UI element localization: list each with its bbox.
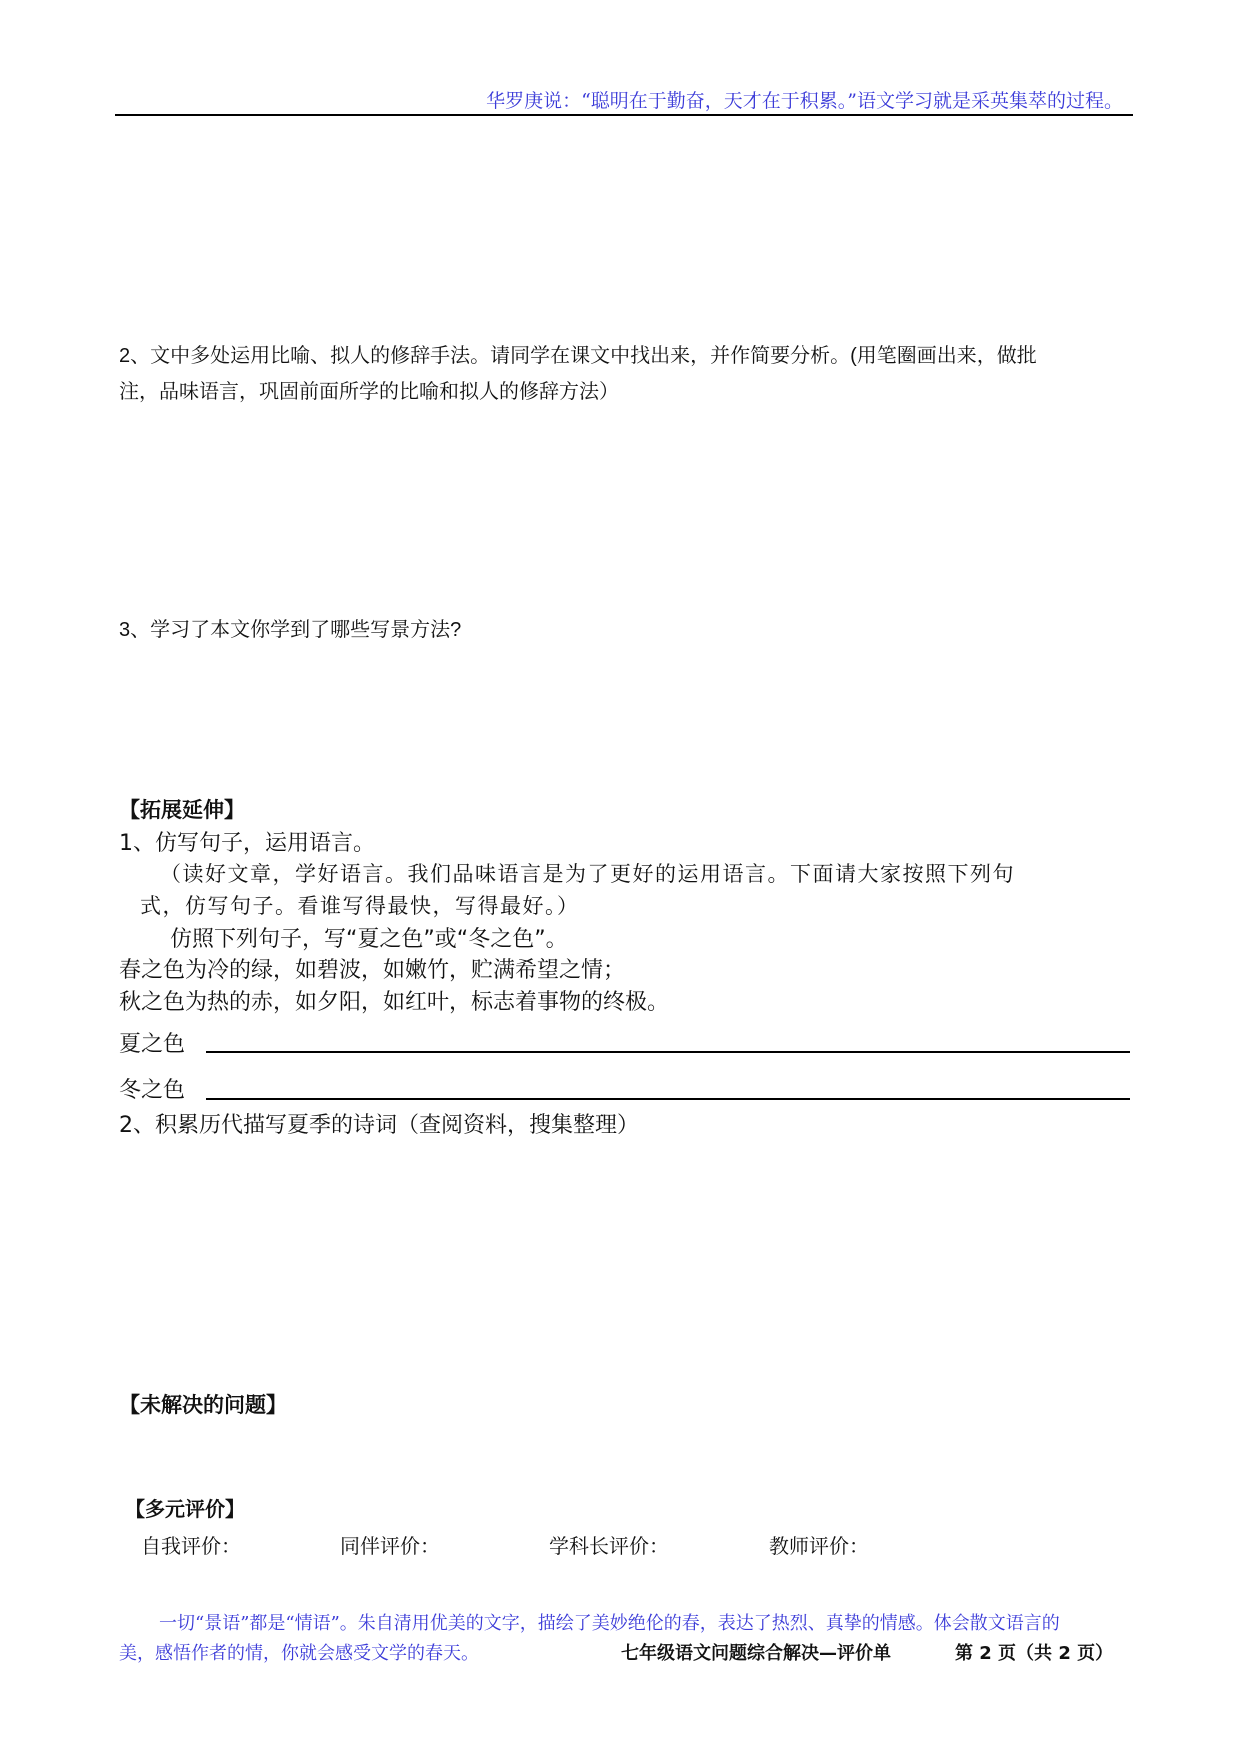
peer-evaluation-label: 同伴评价： xyxy=(340,1534,440,1558)
extension-note-line-2: 式，仿写句子。看谁写得最快，写得最好。） xyxy=(140,894,580,918)
self-evaluation-label: 自我评价： xyxy=(141,1534,241,1558)
document-title: 七年级语文问题综合解决—评价单 xyxy=(621,1643,891,1664)
page-number: 第 2 页（共 2 页） xyxy=(955,1643,1114,1664)
extension-item-1: 1、仿写句子，运用语言。 xyxy=(119,831,375,856)
extension-instruction: 仿照下列句子，写“夏之色”或“冬之色”。 xyxy=(170,927,568,952)
summer-answer-line[interactable] xyxy=(206,1051,1130,1053)
question-3: 3、学习了本文你学到了哪些写景方法? xyxy=(119,619,462,641)
question-2 xyxy=(119,338,1139,410)
extension-item-2: 2、积累历代描写夏季的诗词（查阅资料，搜集整理） xyxy=(119,1113,639,1138)
winter-answer-line[interactable] xyxy=(206,1098,1130,1100)
footer-note-line-1: 一切“景语”都是“情语”。朱自清用优美的文字，描绘了美妙绝伦的春，表达了热烈、真挚的情感。体会散文语言的 xyxy=(159,1613,1060,1634)
header-divider xyxy=(115,114,1133,116)
winter-label: 冬之色 xyxy=(119,1078,186,1103)
question-2-line-1: 2、文中多处运用比喻、拟人的修辞手法。请同学在课文中找出来，并作简要分析。(用笔圈画出来，做批 xyxy=(119,345,1037,367)
section-title-unsolved: 【未解决的问题】 xyxy=(119,1393,287,1417)
teacher-evaluation-label: 教师评价： xyxy=(769,1534,869,1558)
example-sentence-autumn: 秋之色为热的赤，如夕阳，如红叶，标志着事物的终极。 xyxy=(119,990,670,1015)
subject-leader-evaluation-label: 学科长评价： xyxy=(549,1534,669,1558)
footer-note-line-2: 美，感悟作者的情，你就会感受文学的春天。 xyxy=(119,1643,479,1664)
header-quote: 华罗庚说：“聪明在于勤奋，天才在于积累。”语文学习就是采英集萃的过程。 xyxy=(486,90,1123,112)
question-2-line-2: 注，品味语言，巩固前面所学的比喻和拟人的修辞方法） xyxy=(119,381,619,403)
extension-note-line-1: （读好文章，学好语言。我们品味语言是为了更好的运用语言。下面请大家按照下列句 xyxy=(160,862,1015,886)
summer-label: 夏之色 xyxy=(119,1032,186,1057)
example-sentence-spring: 春之色为冷的绿，如碧波，如嫩竹，贮满希望之情； xyxy=(119,958,626,983)
section-title-extension: 【拓展延伸】 xyxy=(119,798,245,822)
section-title-evaluation: 【多元评价】 xyxy=(125,1497,245,1521)
